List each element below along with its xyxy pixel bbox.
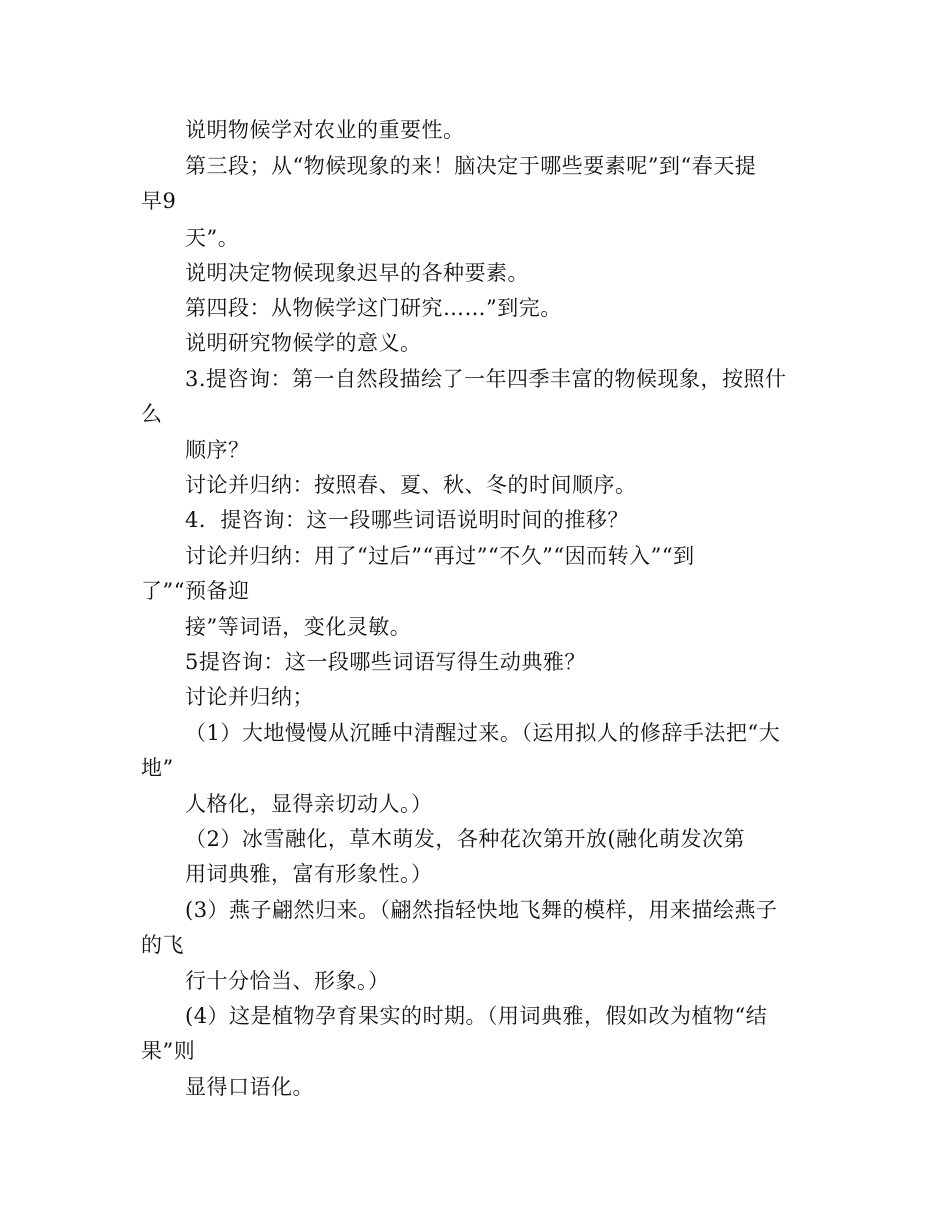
paragraph-line: 讨论并归纳：按照春、夏、秋、冬的时间顺序。	[185, 473, 637, 497]
paragraph-line: 3.提咨询：第一自然段描绘了一年四季丰富的物候现象，按照什	[185, 367, 787, 391]
paragraph-line: 了”“预备迎	[141, 579, 250, 603]
paragraph-line: 讨论并归纳；	[185, 685, 314, 709]
paragraph-line: （2）冰雪融化，草木萌发，各种花次第开放(融化萌发次第	[185, 827, 746, 851]
paragraph-line: (4）这是植物孕育果实的时期。（用词典雅，假如改为植物“结	[185, 1004, 768, 1028]
paragraph-line: 么	[141, 402, 163, 426]
paragraph-line: 的飞	[141, 933, 184, 957]
paragraph-line: 行十分恰当、形象。）	[185, 969, 390, 993]
paragraph-line: 果”则	[141, 1039, 196, 1063]
paragraph-line: 顺序？	[185, 438, 250, 462]
paragraph-line: 5提咨询：这一段哪些词语写得生动典雅？	[185, 650, 586, 674]
paragraph-line: 用词典雅，富有形象性。）	[185, 862, 433, 886]
paragraph-line: 说明决定物候现象迟早的各种要素。	[185, 261, 529, 285]
paragraph-line: 说明研究物候学的意义。	[185, 331, 422, 355]
paragraph-line: 讨论并归纳：用了“过后”“再过”“不久”“因而转入”“到	[185, 544, 695, 568]
paragraph-line: (3）燕子翩然归来。（翩然指轻快地飞舞的模样，用来描绘燕子	[185, 898, 778, 922]
paragraph-line: 第三段；从“物候现象的来！脑决定于哪些要素呢”到“春天提	[185, 154, 757, 178]
paragraph-line: （1）大地慢慢从沉睡中清醒过来。（运用拟人的修辞手法把“大	[185, 721, 781, 745]
paragraph-line: 地”	[141, 756, 174, 780]
paragraph-line: 接”等词语，变化灵敏。	[185, 615, 412, 639]
paragraph-line: 人格化，显得亲切动人。）	[185, 792, 433, 816]
paragraph-line: 说明物候学对农业的重要性。	[185, 118, 465, 142]
paragraph-line: 第四段：从物候学这门研究……”到完。	[185, 296, 562, 320]
paragraph-line: 4．提咨询：这一段哪些词语说明时间的推移？	[185, 508, 629, 532]
paragraph-line: 早9	[141, 189, 177, 213]
paragraph-line: 天”。	[185, 226, 240, 250]
paragraph-line: 显得口语化。	[185, 1075, 314, 1099]
